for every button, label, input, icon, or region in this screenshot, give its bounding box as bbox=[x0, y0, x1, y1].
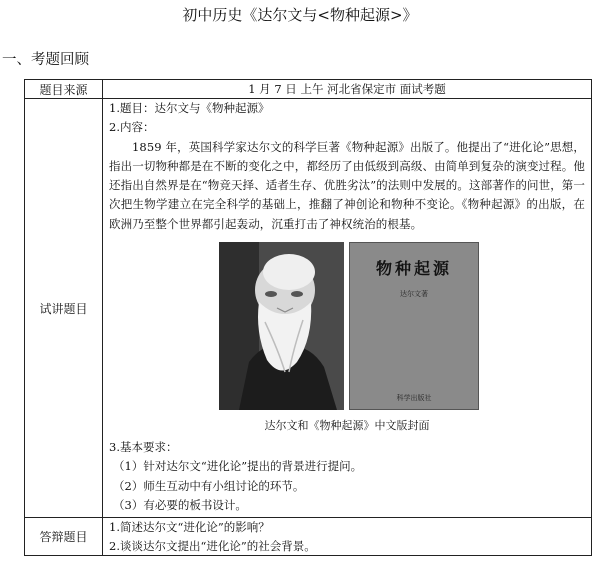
defense-label: 答辩题目 bbox=[25, 518, 103, 556]
book-cover-publisher: 科学出版社 bbox=[396, 394, 432, 403]
exam-table bbox=[24, 79, 592, 556]
book-cover bbox=[349, 242, 479, 410]
trial-content bbox=[103, 99, 592, 518]
trial-label: 试讲题目 bbox=[25, 99, 103, 518]
requirement-item: （1）针对达尔文“进化论”提出的背景进行提问。 bbox=[113, 459, 363, 474]
table-row-trial bbox=[25, 99, 592, 518]
source-label: 题目来源 bbox=[25, 80, 103, 99]
document-title: 初中历史《达尔文与<物种起源>》 bbox=[182, 6, 418, 24]
requirement-item: （3）有必要的板书设计。 bbox=[113, 497, 247, 512]
trial-topic: 1.题目：达尔文与《物种起源》 bbox=[109, 101, 270, 115]
table-row-source bbox=[25, 80, 592, 99]
defense-question: 1.简述达尔文“进化论”的影响？ bbox=[109, 520, 270, 535]
book-cover-author: 达尔文著 bbox=[400, 290, 428, 299]
darwin-portrait-icon bbox=[219, 242, 344, 410]
section-heading: 一、考题回顾 bbox=[2, 52, 89, 68]
book-cover-title: 物种起源 bbox=[375, 259, 452, 279]
image-caption: 达尔文和《物种起源》中文版封面 bbox=[264, 419, 430, 433]
table-row-defense bbox=[25, 518, 592, 556]
defense-question: 2.谈谈达尔文提出“进化论”的社会背景。 bbox=[109, 538, 316, 553]
illustration bbox=[109, 242, 585, 414]
requirements-heading: 3.基本要求： bbox=[109, 440, 178, 455]
darwin-portrait bbox=[219, 242, 344, 410]
content-paragraph: 1859 年，英国科学家达尔文的科学巨著《物种起源》出版了。他提出了“进化论”思想，指出一切物种都是在不断的变化之中，都经历了由低级到高级、由简单到复杂的演变过程。他还指出自然界是在“物竞天择、适者生存、优胜劣汰”的法则中发展的。这部著作的问世，第一次把生物学建立在完全科学的基础上，推翻了神创论和物种不变论。《物种起源》的出版，在欧洲乃至整个世界都引起轰动，沉重打击了神权统治的根基。 bbox=[109, 139, 585, 231]
source-value: 1 月 7 日 上午 河北省保定市 面试考题 bbox=[103, 80, 592, 99]
content-heading: 2.内容： bbox=[109, 120, 155, 135]
defense-content bbox=[103, 518, 592, 556]
requirement-item: （2）师生互动中有小组讨论的环节。 bbox=[113, 478, 305, 493]
